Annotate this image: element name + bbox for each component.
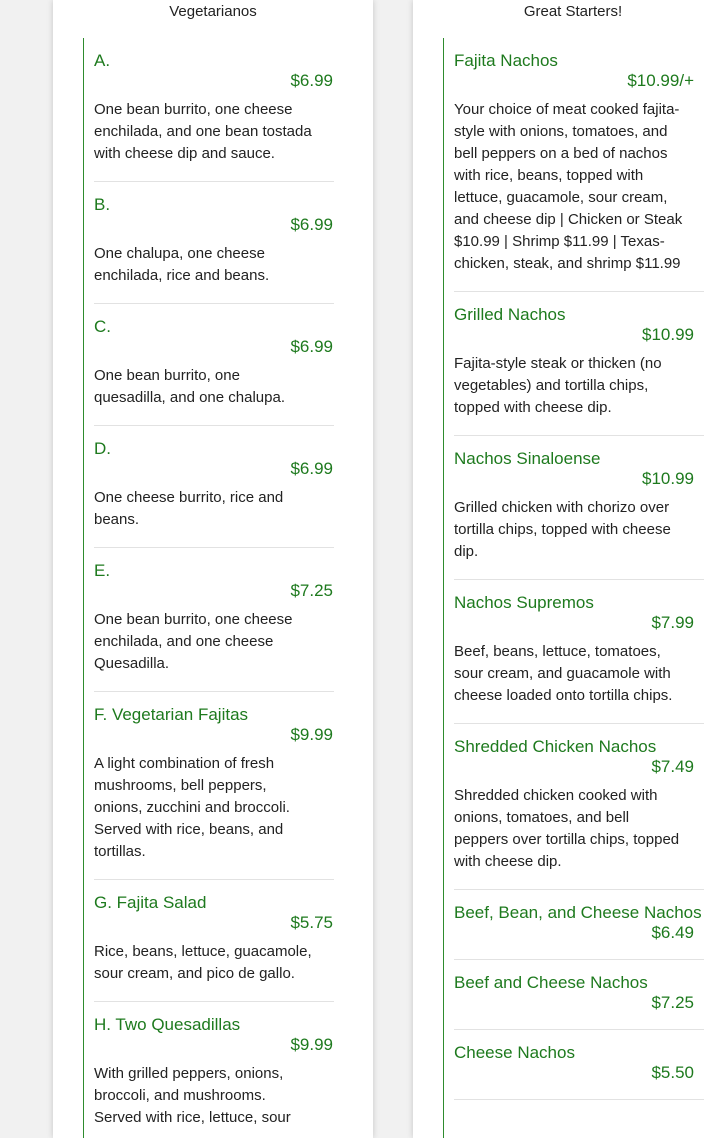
menu-item-description: Rice, beans, lettuce, guacamole, sour cream, and pico de gallo. [94,943,312,982]
menu-item[interactable] [454,724,704,890]
menu-item-name: Grilled Nachos [454,305,566,324]
menu-item-name: H. Two Quesadillas [94,1015,241,1034]
menu-panel-vegetarianos [53,0,373,1138]
menu-item-description: Beef, beans, lettuce, tomatoes, sour cream, and guacamole with cheese loaded onto tortilla chips. [454,643,673,704]
menu-item-description: One bean burrito, one cheese enchilada, and one cheese Quesadilla. [94,611,293,672]
menu-item[interactable] [94,548,334,692]
menu-item-price: $9.99 [290,725,333,744]
menu-panel-great-starters [413,0,725,1138]
menu-item-description: A light combination of fresh mushrooms, bell peppers, onions, zucchini and broccoli. Served with rice, beans, and tortillas. [94,755,290,860]
menu-item[interactable] [94,880,334,1002]
menu-item-list [83,38,334,1138]
menu-item-list [443,38,704,1138]
menu-item-price: $10.99 [642,469,694,488]
menu-item[interactable] [454,890,704,960]
menu-item-name: Nachos Supremos [454,593,594,612]
menu-item-name: E. [94,561,111,580]
menu-item-description: With grilled peppers, onions, broccoli, and mushrooms. Served with rice, lettuce, sour [94,1065,291,1126]
menu-item-description: One cheese burrito, rice and beans. [94,489,284,528]
section-title: Great Starters! [523,3,623,20]
menu-item-price: $6.99 [290,215,333,234]
menu-item[interactable] [94,38,334,182]
menu-item-price: $6.99 [290,337,333,356]
menu-item-name: B. [94,195,111,214]
menu-item-price: $7.25 [290,581,333,600]
menu-item-name: Shredded Chicken Nachos [454,737,657,756]
menu-item-price: $10.99/+ [627,71,694,90]
menu-item-description: One chalupa, one cheese enchilada, rice and beans. [94,245,270,284]
menu-item-name: C. [94,317,111,336]
menu-item[interactable] [454,436,704,580]
menu-item[interactable] [94,304,334,426]
menu-item-description: Shredded chicken cooked with onions, tomatoes, and bell peppers over tortilla chips, topped with cheese dip. [454,787,680,870]
menu-item-description: Grilled chicken with chorizo over tortilla chips, topped with cheese dip. [454,499,671,560]
menu-item-name: Beef and Cheese Nachos [454,973,648,992]
menu-item[interactable] [94,426,334,548]
menu-item-price: $5.50 [651,1063,694,1082]
menu-item-description: Your choice of meat cooked fajita-style with onions, tomatoes, and bell peppers on a bed of nachos with rice, beans, topped with lettuce, guacamole, sour cream, and cheese dip | Chicken or Steak $10.99 | Shrimp $11.99 | Texas-chicken, steak, and shrimp $11.99 [454,101,683,272]
menu-item[interactable] [94,692,334,880]
menu-item-name: A. [94,51,111,70]
menu-item-price: $7.25 [651,993,694,1012]
menu-item-price: $10.99 [642,325,694,344]
menu-item-name: F. Vegetarian Fajitas [94,705,249,724]
menu-item-price: $6.49 [651,923,694,942]
menu-item-price: $7.99 [651,613,694,632]
menu-item[interactable] [454,292,704,436]
menu-item-name: G. Fajita Salad [94,893,207,912]
menu-item-description: One bean burrito, one quesadilla, and one chalupa. [94,367,285,406]
menu-item-description: Fajita-style steak or thicken (no vegetables) and tortilla chips, topped with cheese dip. [454,355,662,416]
menu-item-name: Fajita Nachos [454,51,558,70]
section-title: Vegetarianos [169,3,257,20]
menu-item[interactable] [454,580,704,724]
menu-item-price: $6.99 [290,71,333,90]
menu-item-name: Cheese Nachos [454,1043,575,1062]
menu-item[interactable] [94,1002,334,1138]
menu-item-description: One bean burrito, one cheese enchilada, and one bean tostada with cheese dip and sauce. [94,101,312,162]
menu-item[interactable] [454,960,704,1030]
menu-item[interactable] [94,182,334,304]
menu-item-name: Nachos Sinaloense [454,449,601,468]
menu-item-name: D. [94,439,111,458]
menu-item-price: $9.99 [290,1035,333,1054]
menu-item-price: $6.99 [290,459,333,478]
menu-item[interactable] [454,38,704,292]
menu-item-name: Beef, Bean, and Cheese Nachos [454,903,702,922]
menu-item[interactable] [454,1030,704,1100]
menu-item-price: $5.75 [290,913,333,932]
menu-item-price: $7.49 [651,757,694,776]
